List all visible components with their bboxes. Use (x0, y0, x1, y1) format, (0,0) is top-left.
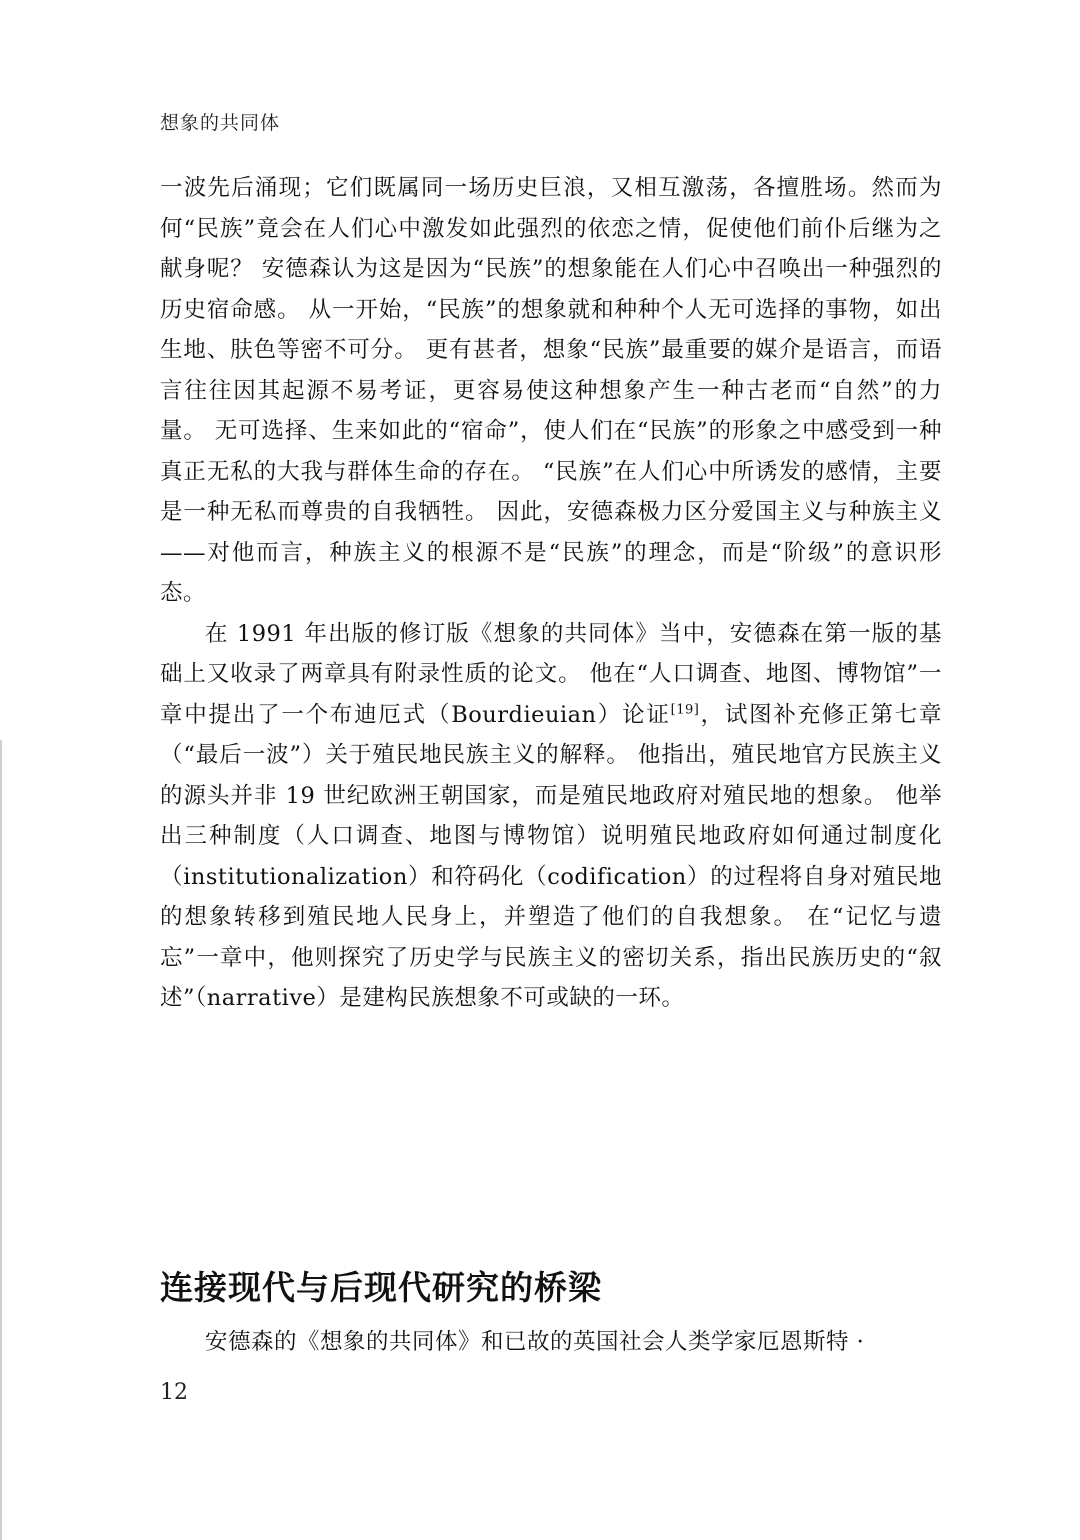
page-number: 12 (160, 1380, 188, 1405)
footnote-reference: [19] (670, 702, 700, 717)
paragraph-1: 一波先后涌现；它们既属同一场历史巨浪，又相互激荡，各擅胜场。然而为何“民族”竟会在人们心中激发如此强烈的依恋之情，促使他们前仆后继为之献身呢？ 安德森认为这是因为“民族”的想象能在人们心中召唤出一种强烈的历史宿命感。 从一开始，“民族”的想象就和种种个人无可选择的事物，如出生地、肤色等密不可分。 更有甚者，想象“民族”最重要的媒介是语言，而语言往往因其起源不易考证，更容易使这种想象产生一种古老而“自然”的力量。 无可选择、生来如此的“宿命”，使人们在“民族”的形象之中感受到一种真正无私的大我与群体生命的存在。 “民族”在人们心中所诱发的感情，主要是一种无私而尊贵的自我牺牲。 因此，安德森极力区分爱国主义与种族主义——对他而言，种族主义的根源不是“民族”的理念，而是“阶级”的意识形态。 (160, 175, 942, 606)
paragraph-3: 安德森的《想象的共同体》和已故的英国社会人类学家厄恩斯特 · (205, 1329, 865, 1355)
running-header: 想象的共同体 (160, 112, 281, 134)
section-body (160, 1322, 942, 1363)
scan-edge-shadow (0, 740, 2, 1540)
paragraph-2-text-a: 在 1991 年出版的修订版《想象的共同体》当中，安德森在第一版的基础上又收录了两章具有附录性质的论文。 他在“人口调查、地图、博物馆”一章中提出了一个布迪厄式（Bourdieuian）论证 (160, 620, 942, 728)
section-heading: 连接现代与后现代研究的桥梁 (160, 1268, 602, 1307)
paragraph-2-text-b: ，试图补充修正第七章（“最后一波”）关于殖民地民族主义的解释。 他指出，殖民地官方民族主义的源头并非 19 世纪欧洲王朝国家，而是殖民地政府对殖民地的想象。 他举出三种制度（人口调查、地图与博物馆）说明殖民地政府如何通过制度化（institutionalization）和符码化（codification）的过程将自身对殖民地的想象转移到殖民地人民身上，并塑造了他们的自我想象。 在“记忆与遗忘”一章中，他则探究了历史学与民族主义的密切关系，指出民族历史的“叙述”（narrative）是建构民族想象不可或缺的一环。 (160, 701, 942, 1011)
paragraph-2 (160, 614, 942, 1019)
body-text (160, 168, 942, 1019)
